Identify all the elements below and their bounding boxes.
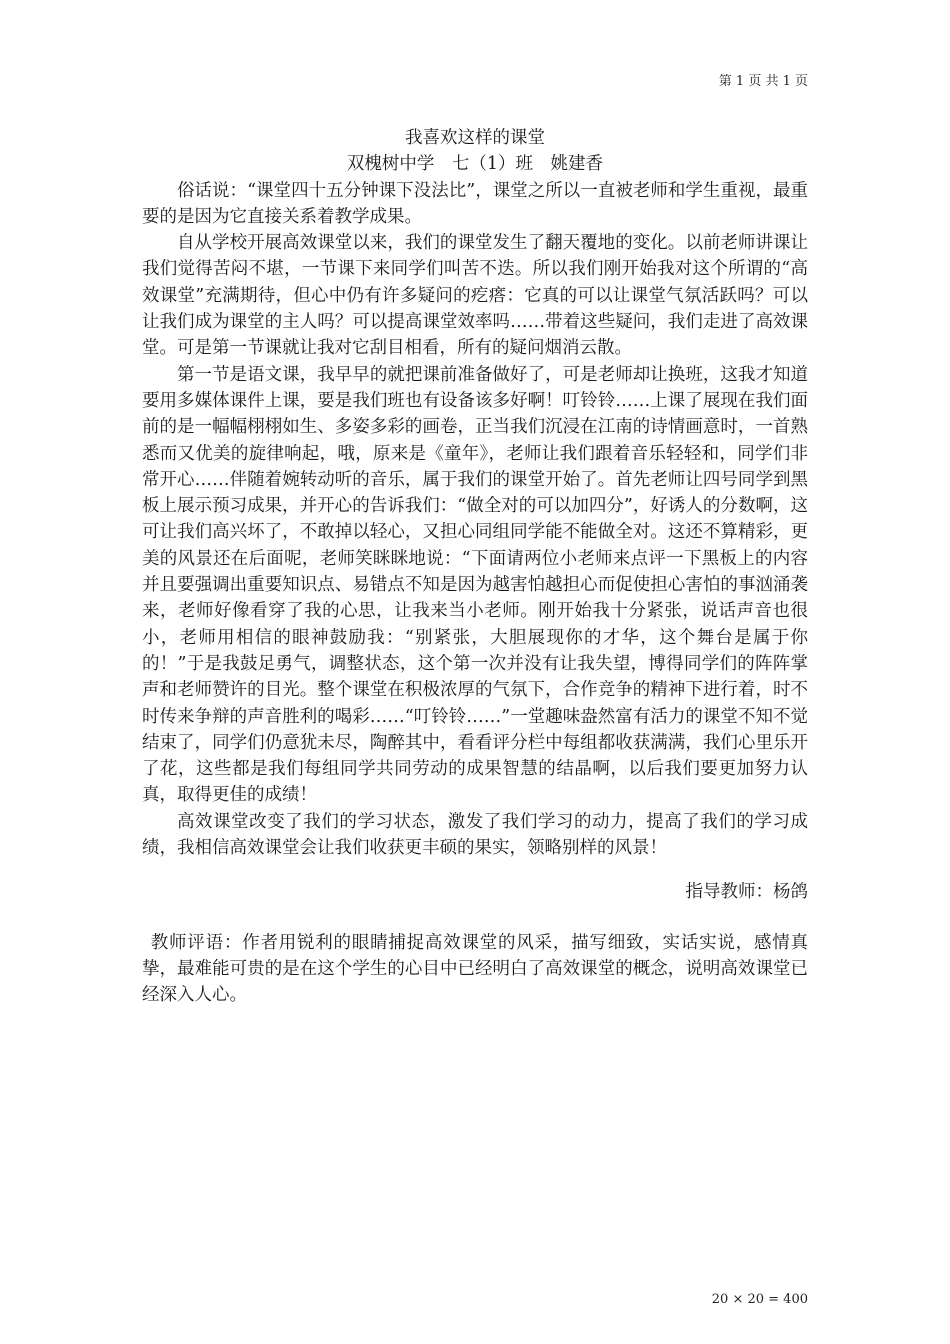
paragraph: 俗话说：“课堂四十五分钟课下没法比”，课堂之所以一直被老师和学生重视，最重要的是因为它直接关系着教学成果。 [142,180,808,227]
advisor-credit: 指导教师：杨鸽 [685,882,808,903]
grid-info: 20 × 20 = 400 [711,1292,808,1307]
page-number: 第 1 页 共 1 页 [718,74,808,89]
essay-title: 我喜欢这样的课堂 [405,128,545,148]
paragraph: 高效课堂改变了我们的学习状态，激发了我们学习的动力，提高了我们的学习成绩，我相信高效课堂会让我们收获更丰硕的果实，领略别样的风景！ [142,811,808,859]
teacher-comment: 教师评语：作者用锐利的眼睛捕捉高效课堂的风采，描写细致，实话实说，感情真挚，最难能可贵的是在这个学生的心目中已经明白了高效课堂的概念，说明高效课堂已经深入人心。 [142,932,808,1006]
essay-byline: 双槐树中学 七（1）班 姚建香 [346,154,604,175]
paragraph: 自从学校开展高效课堂以来，我们的课堂发生了翻天覆地的变化。以前老师讲课让我们觉得苦闷不堪，一节课下来同学们叫苦不迭。所以我们刚开始我对这个所谓的“高效课堂”充满期待，但心中仍有许多疑问的疙瘩：它真的可以让课堂气氛活跃吗？可以让我们成为课堂的主人吗？可以提高课堂效率吗……带着这些疑问，我们走进了高效课堂。可是第一节课就让我对它刮目相看，所有的疑问烟消云散。 [142,233,808,359]
essay-body [142,125,808,1009]
paragraph: 第一节是语文课，我早早的就把课前准备做好了，可是老师却让换班，这我才知道要用多媒体课件上课，要是我们班也有设备该多好啊！叮铃铃……上课了展现在我们面前的是一幅幅栩栩如生、多姿多彩的画卷，正当我们沉浸在江南的诗情画意时，一首熟悉而又优美的旋律响起，哦，原来是《童年》，老师让我们跟着音乐轻轻和，同学们非常开心……伴随着婉转动听的音乐，属于我们的课堂开始了。首先老师让四号同学到黑板上展示预习成果，并开心的告诉我们：“做全对的可以加四分”，好诱人的分数啊，这可让我们高兴坏了，不敢掉以轻心，又担心同组同学能不能做全对。这还不算精彩，更美的风景还在后面呢，老师笑眯眯地说：“下面请两位小老师来点评一下黑板上的内容并且要强调出重要知识点、易错点不知是因为越害怕越担心而促使担心害怕的事汹涌袭来，老师好像看穿了我的心思，让我来当小老师。刚开始我十分紧张，说话声音也很小，老师用相信的眼神鼓励我：“别紧张，大胆展现你的才华，这个舞台是属于你的！”于是我鼓足勇气，调整状态，这个第一次并没有让我失望，博得同学们的阵阵掌声和老师赞许的目光。整个课堂在积极浓厚的气氛下，合作竞争的精神下进行着，时不时传来争辩的声音胜利的喝彩……“叮铃铃……”一堂趣味盎然富有活力的课堂不知不觉结束了，同学们仍意犹未尽，陶醉其中，看看评分栏中每组都收获满满，我们心里乐开了花，这些都是我们每组同学共同劳动的成果智慧的结晶啊，以后我们要更加努力认真，取得更佳的成绩！ [142,364,808,806]
